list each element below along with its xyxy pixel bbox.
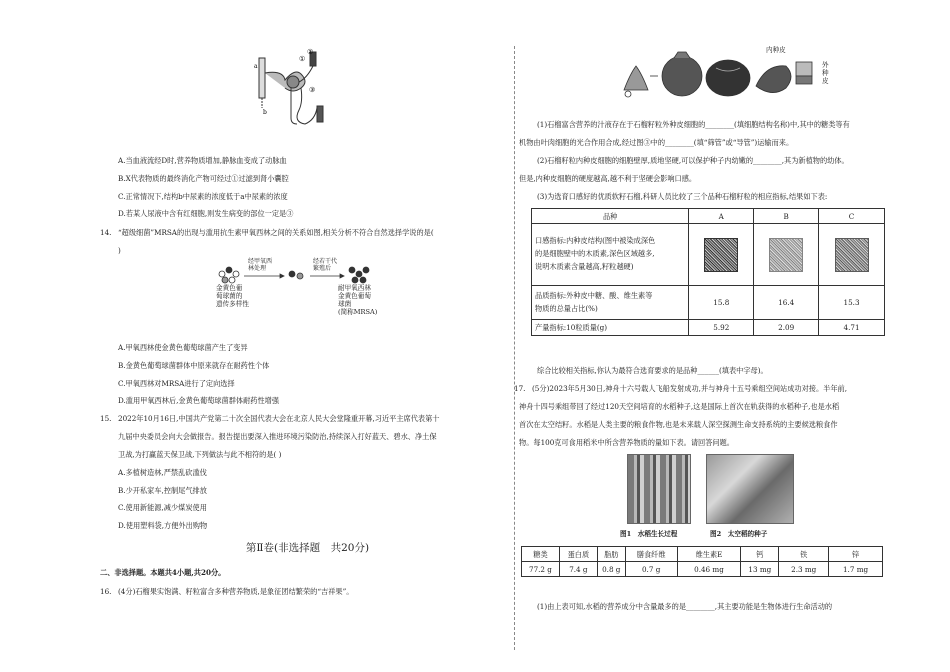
q16-stem: (4分)石榴果实饱满、籽粒富含多种营养物质,是象征团结繁荣的“吉祥果”。 [118, 587, 354, 596]
mrsa-arrow1-label: 经甲氧西 林处理 [248, 258, 273, 273]
q14-option-b: B.金黄色葡萄球菌群体中原来就存在耐药性个体 [118, 361, 270, 370]
section-ii-title: 第Ⅱ卷(非选择题 共20分) [245, 542, 370, 554]
q17-stem-line2: 神舟十四号乘组带回了经过120天空间培育的水稻种子,这是国际上首次在轨获得的水稻种子,也是水稻 [519, 402, 840, 411]
q17-stem-line4: 物。每100克可食用稻米中所含营养物质的量如下表。请回答问题。 [519, 438, 734, 447]
column-divider [514, 46, 515, 650]
variety-b-micrograph [769, 238, 803, 272]
q16-number: 16. [100, 587, 112, 596]
label-circle-2: ② [307, 48, 314, 56]
section-ii-note: 二、非选择题。本题共4小题,共20分。 [100, 568, 226, 577]
variety-a-micrograph [704, 238, 738, 272]
variety-table-row-yield: 产量指标:10粒质量(g) 5.92 2.09 4.71 [532, 320, 885, 336]
label-circle-3: ③ [309, 86, 316, 94]
q13-option-b: B.X代表物质的最终消化产物可经过①过滤到肾小囊腔 [118, 174, 289, 183]
space-rice-seed-photo [706, 454, 794, 524]
figure2-caption: 图2 太空稻的种子 [710, 530, 768, 538]
rice-growth-photo [627, 454, 691, 524]
vessel-a [259, 58, 265, 98]
q15-option-d: D.使用塑料袋,方便外出购物 [118, 521, 208, 530]
variety-c-micrograph [835, 238, 869, 272]
q15-option-b: B.少开私家车,控制尾气排放 [118, 486, 207, 495]
q14-option-c: C.甲氧西林对MRSA进行了定向选择 [118, 379, 235, 388]
q13-option-a: A.当血液流经D时,营养物质增加,静脉血变成了动脉血 [118, 156, 287, 165]
kidney-nephron-figure [255, 48, 355, 128]
nutrient-table-header: 糖类 蛋白质 脂肪 膳食纤维 维生素E 钙 铁 锌 [522, 547, 883, 562]
q15-option-a: A.多植树造林,严禁乱砍滥伐 [118, 468, 207, 477]
pomegranate-figure [616, 46, 822, 102]
variety-table [531, 208, 885, 336]
variety-table-row-texture: 口感指标:内种皮结构(图中被染成深色 的是细胞壁中的木质素,深色区域越多, 说明木质素含量越高,籽粒越硬) [532, 224, 885, 286]
variety-table-row-quality: 品质指标:外种皮中糖、酸、维生素等 物质的总量占比(%) 15.8 16.4 15.3 [532, 286, 885, 320]
q15-stem-line1: 2022年10月16日,中国共产党第二十次全国代表大会在北京人民大会堂隆重开幕,习近平主席代表第十 [118, 414, 440, 423]
q13-option-d: D.若某人尿液中含有红细胞,则发生病变的部位一定是③ [118, 209, 294, 218]
q16-part3-stem: (3)为选育口感好的优质软籽石榴,科研人员比较了三个品种石榴籽粒的相应指标,结果如下表: [537, 192, 828, 201]
label-circle-1: ① [299, 55, 306, 63]
q15-option-c: C.使用新能源,减少煤炭使用 [118, 503, 207, 512]
mrsa-left-label: 金黄色葡 萄球菌的 遗传多样性 [216, 284, 249, 308]
q16-part2-line1: (2)石榴籽粒内种皮细胞的细胞壁厚,质地坚硬,可以保护种子内幼嫩的________,其为新植物的幼体。 [537, 156, 849, 165]
mrsa-right-label: 耐甲氧西林 金黄色葡萄 球菌 (简称MRSA) [338, 284, 378, 316]
q15-number: 15. [100, 414, 112, 423]
q14-stem-line1: “超级细菌”MRSA的出现与滥用抗生素甲氧西林之间的关系如图,相关分析不符合自然选择学说的是( [118, 228, 434, 237]
q14-option-d: D.滥用甲氧西林后,金黄色葡萄球菌群体耐药性增强 [118, 396, 280, 405]
q13-option-c: C.正常情况下,结构b中尿素的浓度低于a中尿素的浓度 [118, 192, 288, 201]
q16-conclusion: 综合比较相关指标,你认为最符合选育要求的是品种______(填表中字母)。 [537, 366, 768, 375]
q15-stem-line2: 九届中央委员会向大会做报告。报告提出要深入推进环境污染防治,持续深入打好蓝天、碧水、净土保 [118, 432, 437, 441]
q17-stem-line1: (5分)2023年5月30日,神舟十六号载人飞船发射成功,并与神舟十五号乘组空间站成功对接。半年前, [532, 384, 847, 393]
q15-stem-line3: 卫战,为打赢蓝天保卫战,下列做法与此不相符的是( ) [118, 450, 282, 459]
outer-seed-coat-label: 外 种 皮 [822, 61, 829, 85]
mrsa-arrow2-label: 经若干代 繁殖后 [313, 258, 338, 273]
q17-stem-line3: 首次在太空结籽。水稻是人类主要的粮食作物,也是未来载人深空探测生命支持系统的主要候选粮食作 [519, 420, 838, 429]
inner-seed-coat-label: 内种皮 [766, 46, 786, 54]
q16-part1-line1: (1)石榴富含营养的汁液存在于石榴籽粒外种皮细胞的________(填细胞结构名称)中,其中的糖类等有 [537, 120, 850, 129]
q16-part2-line2: 但是,内种皮细胞的硬度越高,越不利于坚硬会影响口感。 [519, 174, 697, 183]
nutrient-table-values: 77.2 g 7.4 g 0.8 g 0.7 g 0.46 mg 13 mg 2.3 mg 1.7 mg [522, 562, 883, 577]
variety-table-header: 品种 A B C [532, 209, 885, 224]
q14-number: 14. [100, 228, 112, 237]
q17-part1: (1)由上表可知,水稻的营养成分中含量最多的是________,其主要功能是生物体进行生命活动的 [537, 602, 833, 611]
svg-text:b: b [263, 109, 267, 116]
q14-stem-line2: ) [118, 246, 121, 255]
figure1-caption: 图1 水稻生长过程 [620, 530, 678, 538]
svg-text:a: a [254, 63, 258, 70]
q16-part1-line2: 机物由叶肉细胞的光合作用合成,经过图③中的________(填“筛管”或“导管”)运输而来。 [519, 138, 794, 147]
nutrient-table [521, 546, 883, 577]
q17-number: 17. [514, 384, 526, 393]
q14-option-a: A.甲氧西林使金黄色葡萄球菌产生了变异 [118, 343, 248, 352]
